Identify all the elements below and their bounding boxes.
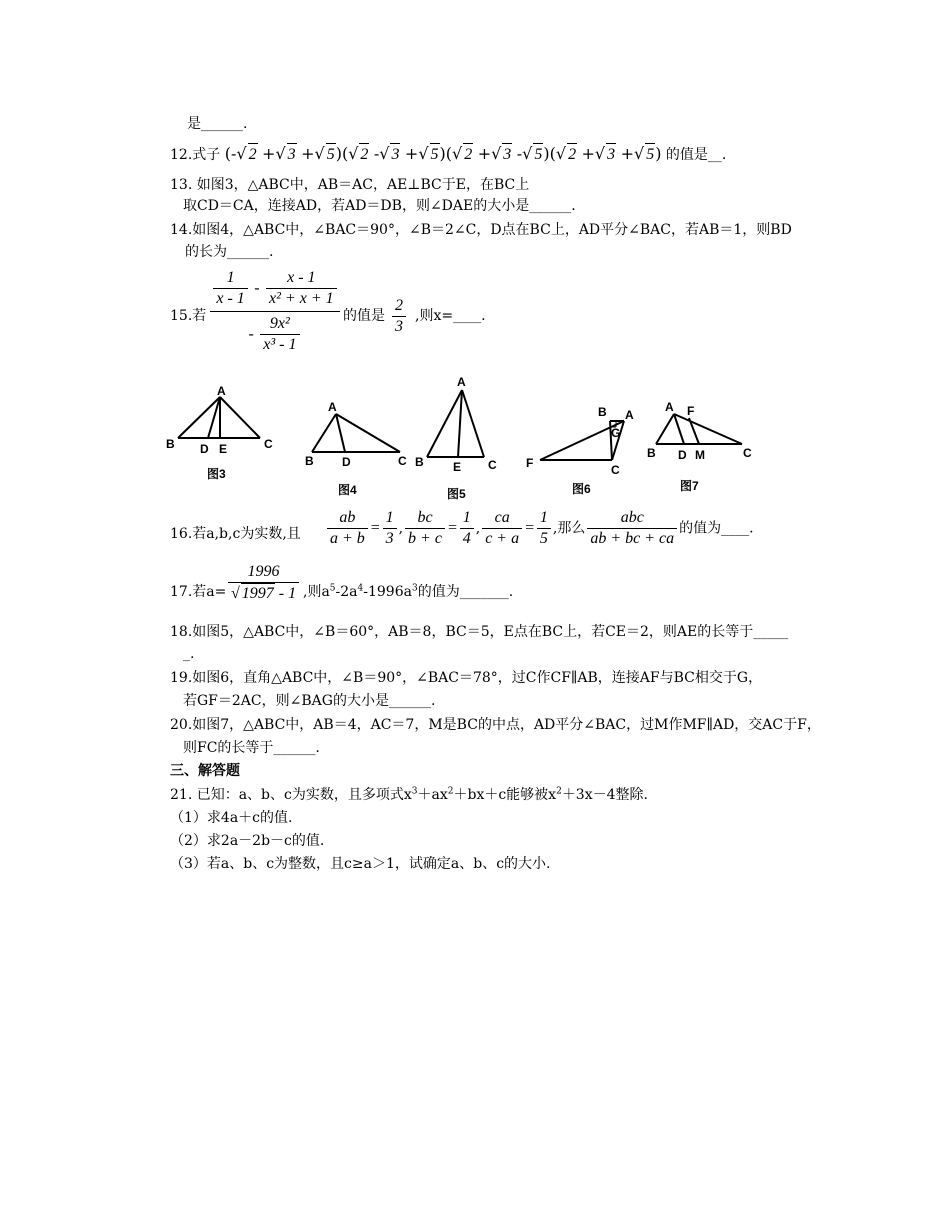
fig6-label-b: B (598, 405, 607, 419)
q12-close: ) (439, 144, 446, 163)
q17-frac (228, 562, 299, 604)
q17-tail-c: -1996a (363, 584, 412, 600)
q16-frac-ca (482, 508, 522, 549)
q16-d2: b + c (408, 530, 442, 547)
q16-comma: , (475, 520, 481, 537)
fig4-label-b: B (305, 454, 314, 468)
q14-line2: 的长为______. (185, 244, 274, 260)
q15-n2: x - 1 (266, 268, 337, 289)
figure-4 (300, 396, 415, 501)
q19-line1: 19.如图6，直角△ABC中，∠B＝90°，∠BAC＝78°，过C作CF∥AB，连接AF与BC相交于G， (170, 670, 763, 686)
q12-op: + (620, 144, 634, 163)
q16-comma: , (398, 520, 404, 537)
fig3-caption: 图3 (207, 467, 226, 481)
figure-7 (642, 398, 762, 498)
q16-expr (325, 508, 754, 549)
q15-fraction (210, 268, 340, 355)
q19-line2: 若GF＝2AC，则∠BAG的大小是______. (183, 693, 436, 709)
q16-eq: = (446, 519, 458, 537)
q12-tail: 的值是__. (665, 147, 727, 163)
q12-open: ( (341, 144, 349, 163)
q17-den-rest: - 1 (274, 585, 297, 602)
fig7-caption: 图7 (680, 479, 699, 493)
q21-part1: （1）求4a＋c的值. (170, 810, 293, 826)
q21-a: 21. 已知：a、b、c为实数，且多项式x (170, 787, 412, 803)
q12-open: ( (445, 144, 453, 163)
q12-sqrt5: 5 (645, 143, 655, 166)
fig3-label-b: B (166, 437, 175, 451)
q12-sqrt2: 2 (567, 143, 577, 166)
q21-exp1: 3 (411, 786, 418, 797)
q15-n3: 9x² (260, 314, 299, 335)
q16-n2: bc (405, 508, 445, 529)
q16-d4: ab + bc + ca (590, 530, 675, 547)
q12-close: ) (543, 144, 550, 163)
q11-tail: 是______. (187, 116, 248, 132)
fig3-label-a: A (217, 384, 226, 398)
q15-n1: 1 (213, 268, 247, 289)
q15-d3: x³ - 1 (263, 336, 297, 353)
q17-exp4: 4 (357, 583, 364, 594)
fig6-caption: 图6 (572, 482, 591, 496)
q17-den: √ 1997 - 1 (231, 585, 297, 602)
fig5-label-b: B (415, 455, 424, 469)
q12-sqrt2: 2 (463, 143, 473, 166)
q20-line1: 20.如图7，△ABC中，AB＝4，AC＝7，M是BC的中点，AD平分∠BAC，过M作MF∥AD，交AC于F， (170, 717, 821, 733)
q18-line1: 18.如图5，△ABC中，∠B＝60°，AB＝8，BC＝5，E点在BC上，若CE＝2，则AE的长等于_____ (170, 624, 789, 640)
fig5-label-c: C (488, 458, 497, 472)
q17-tail-b: -2a (335, 584, 358, 600)
fig7-label-b: B (647, 446, 656, 460)
q16-v2d: 4 (462, 530, 471, 547)
q16-n1: ab (327, 508, 368, 529)
q21-stem (170, 786, 648, 804)
q15-value-frac (392, 296, 406, 337)
fig6-label-g: G (611, 426, 621, 440)
q12-sqrt2: 2 (248, 143, 258, 166)
section-title: 三、解答题 (170, 763, 240, 779)
q17-tail-d: 的值为_______. (417, 584, 514, 600)
q15-mid: 的值是 (343, 308, 385, 324)
fig5-label-a: A (457, 375, 466, 389)
fig7-label-m: M (695, 448, 705, 462)
q15-numerator (210, 268, 340, 312)
q16-v1d: 3 (385, 530, 394, 547)
q13-line2: 取CD＝CA，连接AD，若AD＝DB，则∠DAE的大小是______. (183, 198, 576, 214)
q12-sqrt2: 2 (359, 143, 369, 166)
q12-open: ( (549, 144, 556, 163)
q16-tail: 的值为____. (679, 520, 754, 537)
q12-open: (- (224, 144, 237, 163)
fig5-label-e: E (453, 460, 462, 474)
fig6-label-f: F (526, 456, 534, 470)
q20-line2: 则FC的长等于______. (183, 740, 320, 756)
q16-d1: a + b (330, 530, 365, 547)
fig4-line-ab (312, 414, 336, 452)
q12-op: + (477, 144, 492, 163)
q12-close: ) (335, 144, 342, 163)
fig6-label-a: A (625, 408, 634, 422)
q12-sqrt5: 5 (533, 143, 543, 166)
q16-n3: ca (482, 508, 522, 529)
q21-part3: （3）若a、b、c为整数，且c≥a＞1，试确定a、b、c的大小. (170, 856, 551, 872)
q17-num: 1996 (228, 562, 299, 583)
q16-n4: abc (587, 508, 677, 529)
fig4-line-ac (336, 414, 400, 452)
q21-d: ＋3x－4整除. (561, 787, 648, 803)
q16-frac-bc (405, 508, 445, 549)
q16-d3: c + a (485, 530, 520, 547)
q15-denominator (210, 312, 340, 355)
q12-close: ) (655, 144, 662, 163)
q16-val2 (460, 508, 474, 549)
q21-b: ＋ax (417, 787, 448, 803)
q17-label: 17.若a= (170, 584, 227, 600)
q21-part2: （2）求2a－2b－c的值. (170, 833, 325, 849)
q17-den-root: 1997 (241, 585, 274, 602)
q16-v3n: 1 (537, 508, 551, 529)
q17-exp5: 5 (329, 583, 336, 594)
q12-op: + (581, 144, 595, 163)
q16-v3d: 5 (539, 530, 548, 547)
fig3-label-d: D (200, 442, 209, 456)
q21-exp2: 2 (447, 786, 454, 797)
fig7-line-ab (656, 414, 674, 444)
q16-v1n: 1 (383, 508, 397, 529)
fig7-label-f: F (687, 404, 695, 418)
fig5-line-ab (427, 390, 462, 457)
q12-op: + (262, 144, 276, 163)
q15-d2: x² + x + 1 (269, 290, 334, 307)
q12-sqrt3: 3 (502, 143, 512, 166)
q15-frac3 (260, 314, 299, 355)
q15-tail: ,则x=____. (415, 308, 486, 324)
q14-line1: 14.如图4，△ABC中，∠BAC＝90°，∠B＝2∠C，D点在BC上，AD平分∠BAC，若AB＝1，则BD (170, 222, 792, 238)
q16-val3 (537, 508, 551, 549)
fig4-caption: 图4 (338, 483, 357, 497)
q15-vd: 3 (395, 318, 403, 335)
fig4-label-a: A (328, 400, 337, 414)
q16-eq: = (524, 519, 535, 537)
q12-op: - (516, 144, 523, 163)
q18-line2: _. (183, 646, 195, 662)
fig5-caption: 图5 (447, 487, 466, 501)
q17-tail-a: ,则a (303, 584, 330, 600)
q15-frac1 (213, 268, 247, 309)
fig3-label-e: E (219, 442, 228, 456)
q17-exp3: 3 (411, 583, 418, 594)
q12-sqrt5: 5 (430, 143, 440, 166)
fig4-label-d: D (342, 455, 351, 469)
fig3-label-c: C (264, 437, 273, 451)
fig5-line-ae (458, 390, 462, 457)
q15-frac2 (266, 268, 337, 309)
q12-op: - (373, 144, 380, 163)
q12-op: + (404, 144, 419, 163)
q12-sqrt3: 3 (606, 143, 616, 166)
q12-sqrt3: 3 (390, 143, 400, 166)
figure-6 (522, 402, 642, 500)
q13-line1: 13. 如图3，△ABC中，AB＝AC，AE⊥BC于E，在BC上 (170, 177, 530, 193)
fig4-label-c: C (398, 454, 407, 468)
q16-frac-abc (587, 508, 677, 549)
q21-exp3: 2 (556, 786, 562, 797)
fig7-line-ac (674, 414, 742, 444)
q16-v2n: 1 (460, 508, 474, 529)
fig3-line-ac (220, 397, 260, 438)
q12-label: 12.式子 (170, 147, 221, 163)
q12-sqrt3: 3 (287, 143, 297, 166)
q16-eq: = (369, 519, 381, 537)
q16-frac-ab (327, 508, 368, 549)
figure-5 (412, 372, 507, 504)
q15-vn: 2 (392, 296, 406, 317)
question-12: 12.式子 (-√ 2 +√ 3 +√ 5)(√ 2 -√ 3 +√ 5)(√ 2 +√ 3 -√ 5)(√ 2 +√ 3 +√ 5) 的值是__. (170, 143, 726, 166)
fig6-label-c: C (611, 463, 620, 477)
q16-val1 (383, 508, 397, 549)
q16-label: 16.若a,b,c为实数,且 (170, 526, 301, 542)
q17-tail (303, 583, 513, 601)
q21-c: ＋bx＋c能够被x (453, 787, 557, 803)
q12-op: + (301, 144, 315, 163)
fig7-label-d: D (678, 448, 687, 462)
q15-minus: - (248, 325, 254, 343)
q15-label: 15.若 (170, 308, 207, 324)
q15-d1: x - 1 (216, 290, 245, 307)
fig7-label-a: A (665, 400, 674, 414)
q17-fraction (226, 562, 301, 604)
fig7-label-c: C (743, 446, 752, 460)
q15-value (390, 296, 408, 337)
fig5-line-ac (462, 390, 484, 457)
q15-minus: - (254, 279, 260, 297)
figure-3 (160, 382, 280, 487)
q12-sqrt5: 5 (326, 143, 336, 166)
q16-then: ,那么 (552, 520, 586, 537)
